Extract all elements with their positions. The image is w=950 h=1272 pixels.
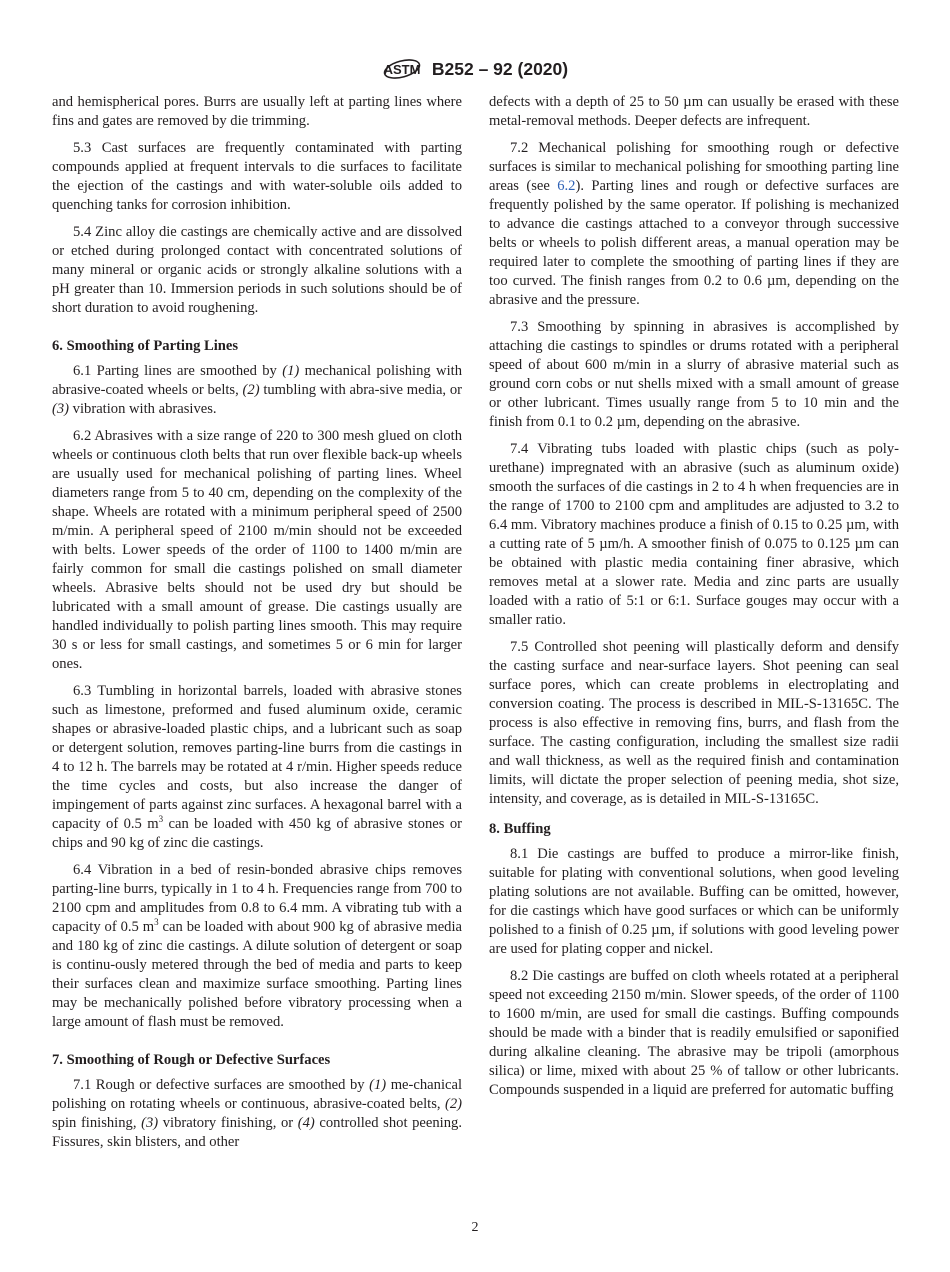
section-heading <box>489 820 899 839</box>
text-run: controlled shot peening. Fissures, skin blisters, and other <box>52 1115 462 1150</box>
text-run: vibration with abrasives. <box>69 401 217 417</box>
paragraph <box>489 967 899 1100</box>
paragraph <box>489 638 899 809</box>
superscript: 3 <box>158 814 164 824</box>
text-run: 7.4 Vibrating tubs loaded with plastic chips (such as poly-urethane) impregnated with an abrasive (such as aluminum oxide) smooth the surfaces of die castings in 2 to 4 h when frequencies are in the range of 1700 to 2100 cpm and amplitudes are adjusted to 3.2 to 6.4 mm. Vibratory machines produce a finish of 0.15 to 0.25 µm, with a cutting rate of 5 µm/h. A smoother finish of 0.075 to 0.125 µm can be obtained with plastic media containing finer abrasive, which removes metal at a slower rate. Media and zinc parts are usually loaded with a ratio of 5:1 or 6:1. Surface gouges may occur with a smaller ratio. <box>489 441 899 628</box>
paragraph <box>52 682 462 853</box>
text-run: 7.1 Rough or defective surfaces are smoothed by <box>73 1077 370 1093</box>
paragraph <box>489 845 899 959</box>
text-run: 7.3 Smoothing by spinning in abrasives is accomplished by attaching die castings to spindles or drums rotated with a peripheral speed of about 600 m/min in a slurry of abrasive material such as ground corn cobs or nut shells mixed with a small amount of grease or other lubricant. Times usually range from 5 to 10 min and the finish from 0.1 to 0.2 µm, depending on the abrasive. <box>489 319 899 430</box>
paragraph <box>52 223 462 318</box>
paragraph <box>489 440 899 630</box>
text-run: 6.4 Vibration in a bed of resin-bonded abrasive chips removes parting-line burrs, typically in 1 to 4 h. Frequencies range from 700 to 2100 cpm and amplitudes from 0.8 to 6.4 mm. A vibrating tub with a capacity of 0.5 m <box>52 862 462 935</box>
text-run: 5.4 Zinc alloy die castings are chemically active and are dissolved or etched during prolonged contact with concentrated solutions of many mineral or organic acids or strongly alkaline solutions with a pH greater than 10. Immersion periods in such solutions should be of short duration to avoid roughening. <box>52 224 462 316</box>
text-run: 7.2 Mechanical polishing for smoothing rough or defective surfaces is similar to mechanical polishing for smoothing parting line areas (see <box>489 140 899 194</box>
section-heading <box>52 337 462 356</box>
text-run: (2) <box>242 382 260 398</box>
text-run: (3) <box>52 401 70 417</box>
right-column <box>489 93 899 1108</box>
paragraph <box>489 93 899 131</box>
astm-logo-icon <box>382 56 422 82</box>
text-run: 6. Smoothing of Parting Lines <box>52 338 239 354</box>
text-run: (3) <box>141 1115 159 1131</box>
text-run: 6.2 Abrasives with a size range of 220 to 300 mesh glued on cloth wheels or continuous cloth belts that run over flexible back-up wheels are usually used for mechanical polishing of parting lines. Wheel diameters range from 5 to 40 cm, depending on the complexity of the shape. Wheels are rotated with a minimum peripheral speed of 2500 m/min. A peripheral speed of 2100 m/min should not be exceeded with belts. Lower speeds of the order of 1100 to 1400 m/min are fairly common for small die castings polished on small diameter wheels. Abrasive belts should not be used dry but should be lubricated with a small amount of grease. Die castings usually are handled individually to polish parting lines smooth. This may require 30 s or less for small castings, and sometimes 5 or 6 min for larger ones. <box>52 428 462 672</box>
text-run: 7.5 Controlled shot peening will plastically deform and densify the casting surface and near-surface layers. Shot peening can seal surface pores, which can create problems in electroplating and conversion coating. The process is described in MIL-S-13165C. The process is also effective in removing fins, burrs, and flash from the surface. The casting configuration, including the smallest size radii and wall thickness, as well as the required finish and contamination limits, will dictate the proper selection of peening media, shot size, intensity, and coverage, as is detailed in MIL-S-13165C. <box>489 639 899 807</box>
section-heading <box>52 1051 462 1070</box>
text-run: mechanical polishing with abrasive-coated wheels or belts, <box>52 363 462 398</box>
text-run: defects with a depth of 25 to 50 µm can usually be erased with these metal-removal methods. Deeper defects are infrequent. <box>489 94 899 129</box>
document-designation: B252 – 92 (2020) <box>431 58 569 79</box>
superscript: 3 <box>154 917 159 927</box>
text-run: tumbling with abra-sive media, or <box>259 382 462 398</box>
paragraph <box>52 861 462 1032</box>
text-run: can be loaded with 450 kg of abrasive stones or chips and 90 kg of zinc die castings. <box>52 816 462 851</box>
text-run: (2) <box>444 1096 462 1112</box>
text-run: ). Parting lines and rough or defective surfaces are frequently polished by the same operator. If polishing is mechanized to advance die castings attached to a conveyor through successive belts or wheels to polish different areas, a manual operation may be required later to complete the smoothing of parting lines if they are too curved. The finish ranges from 0.2 to 0.6 µm, depending on the abrasive and the pressure. <box>489 178 899 308</box>
section-reference-link[interactable]: 6.2 <box>557 178 576 194</box>
svg-text:ASTM: ASTM <box>383 62 421 77</box>
left-column <box>52 93 462 1160</box>
text-run: 8. Buffing <box>489 821 551 837</box>
text-run: (4) <box>297 1115 315 1131</box>
text-run: me-chanical polishing on rotating wheels or continuous, abrasive-coated belts, <box>52 1077 463 1112</box>
text-run: 8.1 Die castings are buffed to produce a mirror-like finish, suitable for plating with conventional solutions, when good leveling plating solutions are not available. Buffing can be omitted, however, for die castings which have good surfaces or which can be uniformly polished to a finish of 0.25 µm, if solutions with good leveling power are used for plating copper and nickel. <box>489 846 899 957</box>
text-run: spin finishing, <box>52 1115 142 1131</box>
paragraph <box>489 318 899 432</box>
paragraph <box>52 93 462 131</box>
paragraph <box>52 427 462 674</box>
text-run: 6.3 Tumbling in horizontal barrels, loaded with abrasive stones such as limestone, preformed and fused aluminum oxide, ceramic shapes or abrasive-loaded plastic chips, and a lubricant such as soap or detergent solution, removes parting-line burrs from die castings in 4 to 12 h. The barrels may be rotated at 4 r/min. Higher speeds reduce the time cycles and costs, but also increase the danger of impingement of parts against zinc surfaces. A hexagonal barrel with a capacity of 0.5 m <box>52 683 462 832</box>
page-number: 2 <box>471 1220 479 1235</box>
paragraph <box>489 139 899 310</box>
text-run: (1) <box>282 363 300 379</box>
text-run: (1) <box>369 1077 387 1093</box>
paragraph <box>52 362 462 419</box>
text-run: 5.3 Cast surfaces are frequently contaminated with parting compounds applied at frequent intervals to die surfaces to facilitate the ejection of the castings and with water-soluble oils added to quenching tanks for corrosion inhibition. <box>52 140 462 213</box>
paragraph <box>52 139 462 215</box>
text-run: can be loaded with about 900 kg of abrasive media and 180 kg of zinc die castings. A dilute solution of detergent or soap is continu-ously metered through the bed of media and parts to keep their surfaces clean and maximize surface smoothing. Parting lines may be mechanically polished before vibratory processing when a large amount of flash must be removed. <box>52 919 463 1030</box>
text-run: 7. Smoothing of Rough or Defective Surfaces <box>52 1052 331 1068</box>
text-run: 6.1 Parting lines are smoothed by <box>73 363 283 379</box>
text-run: 8.2 Die castings are buffed on cloth wheels rotated at a peripheral speed not exceeding 2150 m/min. Slower speeds, of the order of 1100 to 1600 m/min, are used for small die castings. Buffing compounds should be made with a binder that is readily emulsified or saponified during alkaline cleaning. The abrasive may be tripoli (amorphous silica) or lime, mixed with about 25 % of tallow or other lubricants. Compounds suspended in a liquid are preferred for automatic buffing <box>489 968 899 1098</box>
text-run: vibratory finishing, or <box>158 1115 298 1131</box>
paragraph <box>52 1076 462 1152</box>
page-header <box>0 56 950 82</box>
text-run: and hemispherical pores. Burrs are usually left at parting lines where fins and gates are removed by die trimming. <box>52 94 462 129</box>
